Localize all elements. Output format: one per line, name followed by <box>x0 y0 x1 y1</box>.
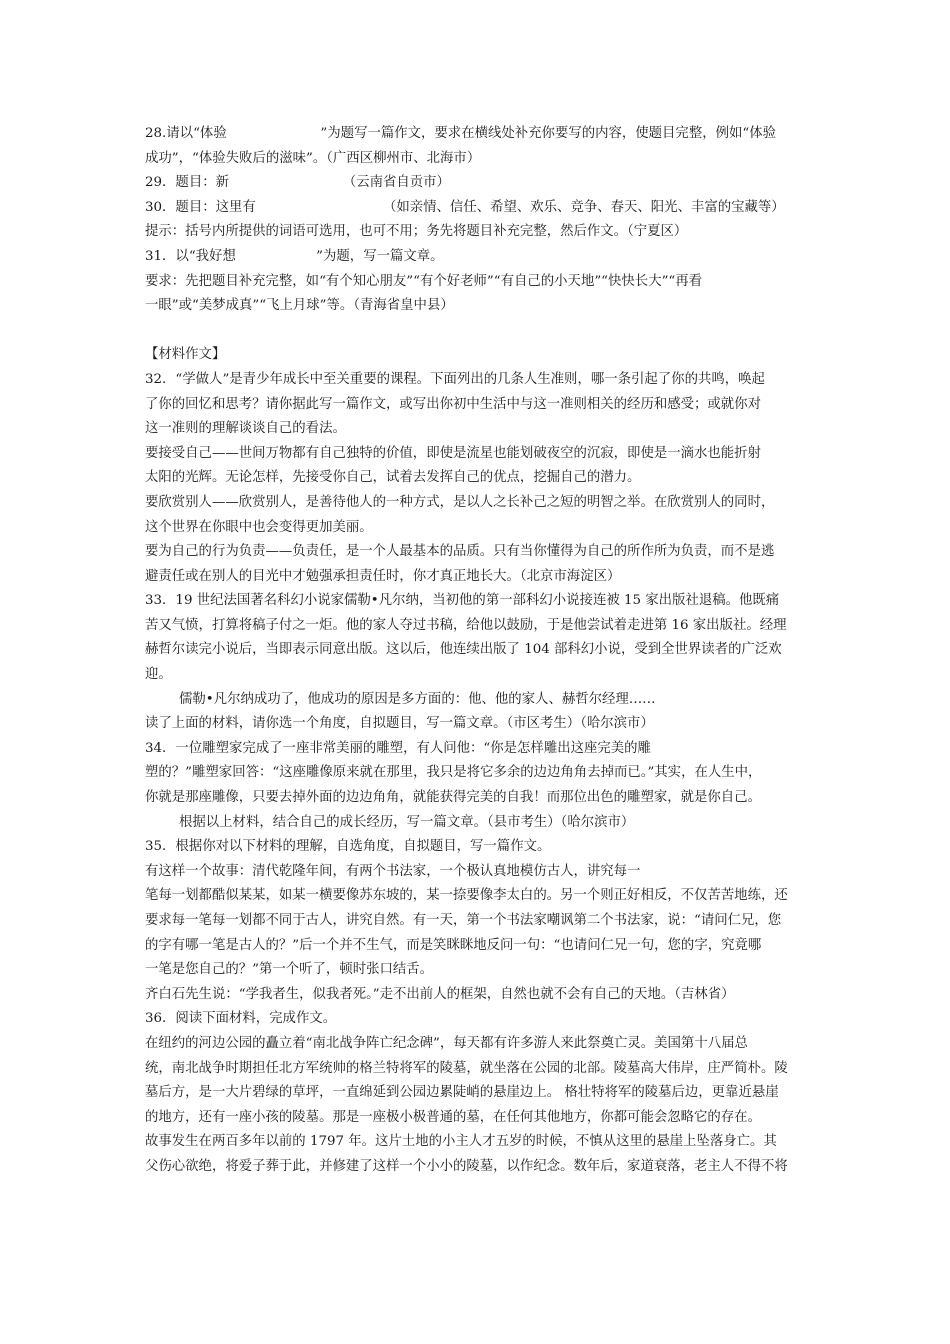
text-line: 要欣赏别人——欣赏别人，是善待他人的一种方式，是以人之长补己之短的明智之举。在欣赏别人的同时， <box>145 494 775 510</box>
text-line: 31．以“我好想 ”为题，写一篇文章。 <box>145 248 444 264</box>
text-line: 的地方，还有一座小孩的陵墓。那是一座极小极普通的墓，在任何其他地方，你都可能会忽略它的存在。 <box>145 1109 761 1125</box>
text-line: 28.请以“体验 ”为题写一篇作文，要求在横线处补充你要写的内容，使题目完整，例如“体验 <box>145 126 777 141</box>
text-line: 要求每一笔每一划都不同于古人，讲究自然。有一天，第一个书法家嘲讽第二个书法家，说：“请问仁兄，您 <box>145 913 782 928</box>
text-line: 35．根据你对以下材料的理解，自选角度，自拟题目，写一篇作文。 <box>145 839 551 855</box>
text-line: 的字有哪一笔是古人的？”后一个并不生气，而是笑眯眯地反问一句：“也请问仁兄一句，您的字，究竟哪 <box>145 937 762 953</box>
text-line: 塑的？”雕塑家回答：“这座雕像原来就在那里，我只是将它多余的边边角角去掉而已。”其实，在人生中， <box>145 765 762 781</box>
text-line: 笔每一划都酷似某某，如某一横要像苏东坡的，某一捺要像李太白的。另一个则正好相反，不仅苦苦地练，还 <box>145 888 788 904</box>
text-line: 在纽约的河边公园的矗立着“南北战争阵亡纪念碑”，每天都有许多游人来此祭奠亡灵。美国第十八届总 <box>145 1035 748 1051</box>
text-line: 30．题目：这里有 （如亲情、信任、希望、欢乐、竞争、春天、阳光、丰富的宝藏等） <box>145 199 785 215</box>
text-line: 成功”，“体验失败后的滋味”。（广西区柳州市、北海市） <box>145 150 481 166</box>
text-line: 这个世界在你眼中也会变得更加美丽。 <box>145 519 373 535</box>
text-line: 有这样一个故事：清代乾隆年间，有两个书法家，一个极认真地模仿古人，讲究每一 <box>145 863 641 879</box>
document-body <box>145 122 813 1180</box>
text-line: 这一准则的理解谈谈自己的看法。 <box>145 421 346 437</box>
section-heading: 【材料作文】 <box>145 347 226 363</box>
text-line: 一笔是您自己的？”第一个听了，顿时张口结舌。 <box>145 962 434 978</box>
text-line: 父伤心欲绝，将爱子葬于此，并修建了这样一个小小的陵墓，以作纪念。数年后，家道衰落，老主人不得不将 <box>145 1158 788 1174</box>
text-line: 29．题目：新 （云南省自贡市） <box>145 175 450 191</box>
text-line: 赫哲尔读完小说后，当即表示同意出版。这以后，他连续出版了 104 部科幻小说，受到全世界读者的广泛欢 <box>145 642 782 658</box>
text-line: 要求：先把题目补充完整，如“有个知心朋友”“有个好老师”“有自己的小天地”“快快长大”“再看 <box>145 273 703 289</box>
text-line: 避责任或在别人的目光中才勉强承担责任时，你才真正地长大。（北京市海淀区） <box>145 568 621 584</box>
text-line: 提示：括号内所提供的词语可选用，也可不用；务先将题目补充完整，然后作文。（宁夏区） <box>145 224 688 240</box>
text-line: 苦又气愤，打算将稿子付之一炬。他的家人夺过书稿，给他以鼓励，于是他尝试着走进第 16 家出版社。经理 <box>145 617 787 633</box>
text-line: 故事发生在两百多年以前的 1797 年。这片土地的小主人才五岁的时候，不慎从这里的悬崖上坠落身亡。其 <box>145 1134 777 1150</box>
text-line: 统，南北战争时期担任北方军统帅的格兰特将军的陵墓，就坐落在公园的北部。陵墓高大伟岸，庄严简朴。陵 <box>145 1060 788 1076</box>
text-line: 墓后方，是一大片碧绿的草坪，一直绵延到公园边累陡峭的悬崖边上。 格壮特将军的陵墓后边，更靠近悬崖 <box>145 1085 779 1101</box>
blank-line <box>145 319 813 344</box>
text-line: 一眼”或“美梦成真”“飞上月球”等。（青海省皇中县） <box>145 298 454 314</box>
text-line: 33．19 世纪法国著名科幻小说家儒勒•凡尔纳，当初他的第一部科幻小说接连被 15 家出版社退稿。他既痛 <box>145 593 780 609</box>
text-line: 要接受自己——世间万物都有自己独特的价值，即使是流星也能划破夜空的沉寂，即使是一滴水也能折射 <box>145 445 761 461</box>
text-line: 了你的回忆和思考？请你据此写一篇作文，或写出你初中生活中与这一准则相关的经历和感受；或就你对 <box>145 396 761 412</box>
text-line: 36．阅读下面材料，完成作文。 <box>145 1011 337 1027</box>
text-line: 儒勒•凡尔纳成功了，他成功的原因是多方面的：他、他的家人、赫哲尔经理…… <box>179 691 656 707</box>
text-line: 根据以上材料，结合自己的成长经历，写一篇文章。（县市考生）（哈尔滨市） <box>179 814 635 830</box>
text-line: 要为自己的行为负责——负责任，是一个人最基本的品质。只有当你懂得为自己的所作所为负责，而不是逃 <box>145 544 775 560</box>
text-line: 你就是那座雕像，只要去掉外面的边边角角，就能获得完美的自我！而那位出色的雕塑家，就是你自己。 <box>145 790 761 806</box>
text-line: 太阳的光辉。无论怎样，先接受你自己，试着去发挥自己的优点，挖掘自己的潜力。 <box>145 470 641 486</box>
text-line: 读了上面的材料，请你选一个角度，自拟题目，写一篇文章。（市区考生）（哈尔滨市） <box>145 716 654 732</box>
text-line: 齐白石先生说：“学我者生，似我者死。”走不出前人的框架，自然也就不会有自己的天地。（吉林省） <box>145 986 735 1002</box>
text-line: 迎。 <box>145 667 172 683</box>
text-line: 34．一位雕塑家完成了一座非常美丽的雕塑，有人问他：“你是怎样雕出这座完美的雕 <box>145 740 651 756</box>
text-line: 32．“学做人”是青少年成长中至关重要的课程。下面列出的几条人生准则，哪一条引起了你的共鸣，唤起 <box>145 371 765 387</box>
